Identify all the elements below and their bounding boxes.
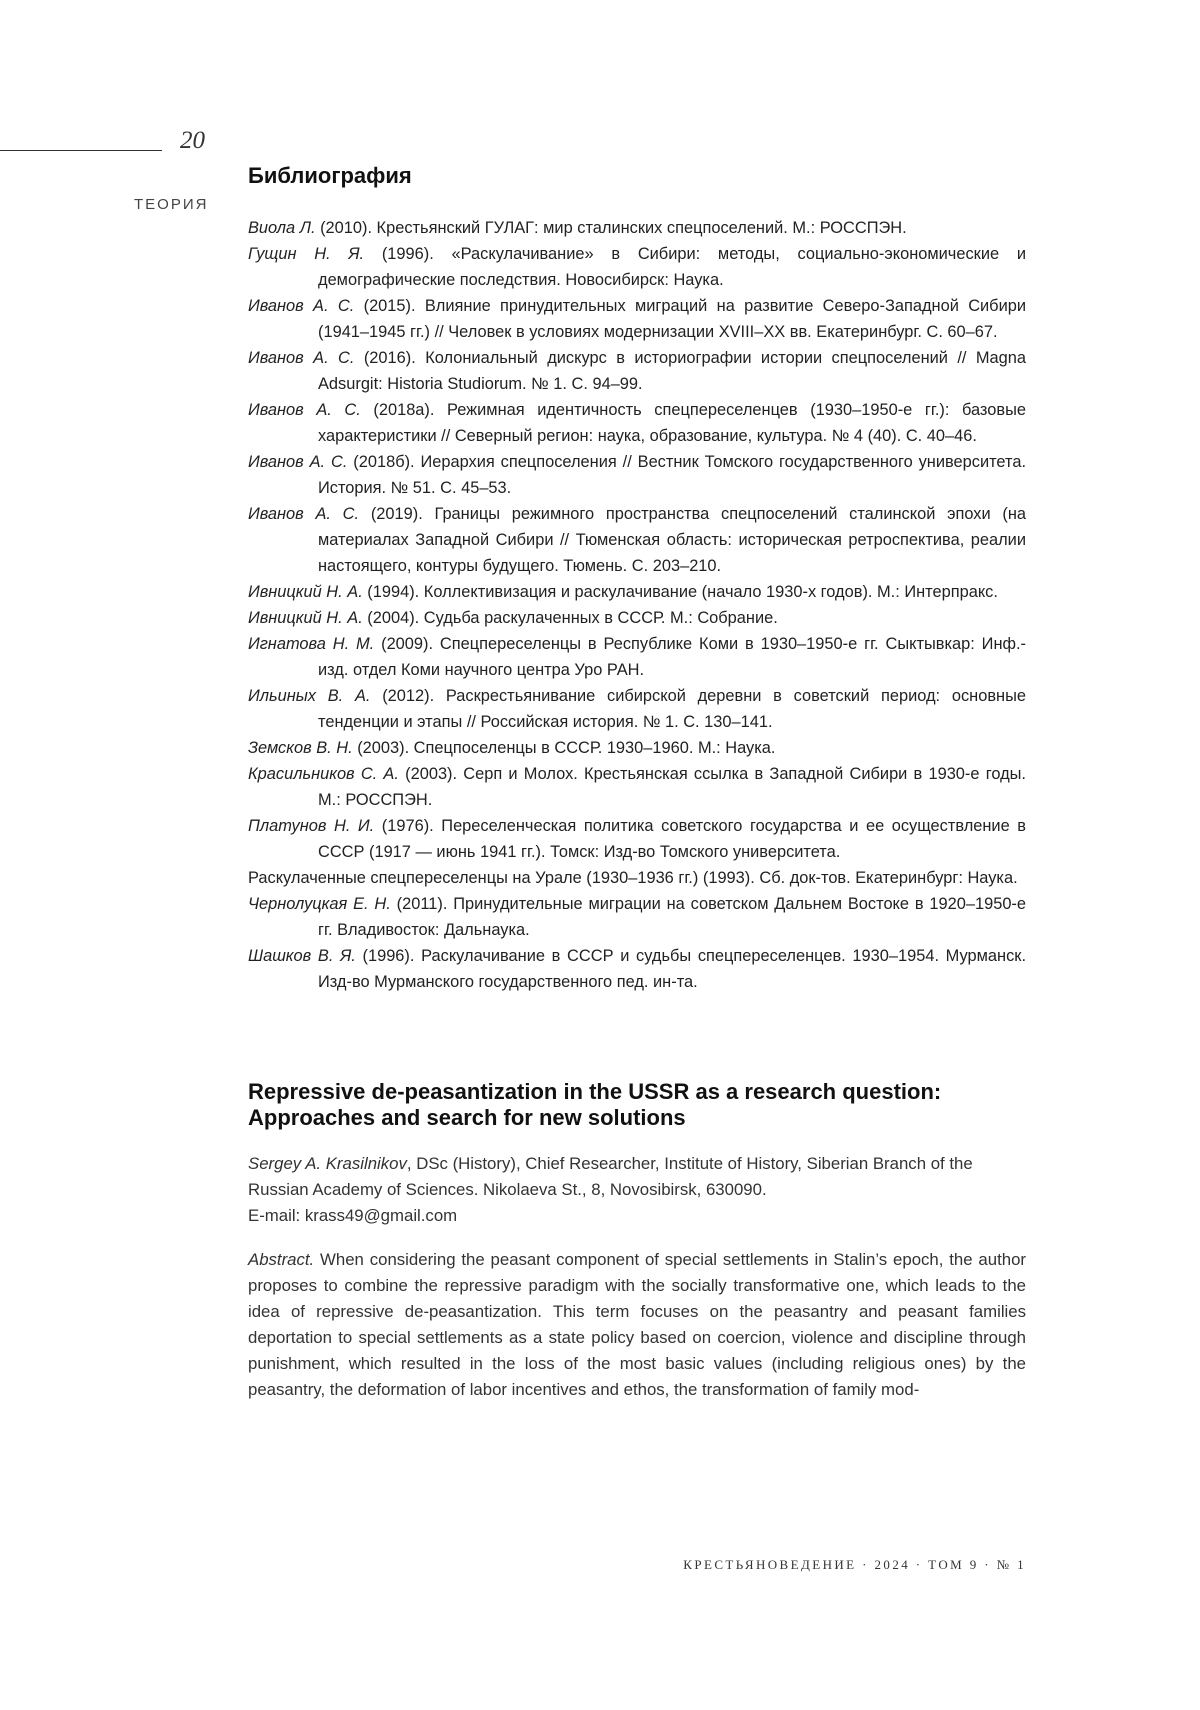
reference-author: Ивницкий Н. А. [248, 609, 363, 627]
reference-text: (2009). Спецпереселенцы в Республике Коми в 1930–1950-е гг. Сыктывкар: Инф.-изд. отдел Коми научного центра Уро РАН. [318, 635, 1026, 679]
reference-item [248, 813, 1026, 865]
author-email: E-mail: krass49@gmail.com [248, 1206, 457, 1225]
reference-text: (2015). Влияние принудительных миграций на развитие Северо-Западной Сибири (1941–1945 гг.) // Человек в условиях модернизации XVIII–XX вв. Екатеринбург. С. 60–67. [318, 297, 1026, 341]
reference-text: (2018а). Режимная идентичность спецпереселенцев (1930–1950-е гг.): базовые характеристики // Северный регион: наука, образование, культура. № 4 (40). С. 40–46. [318, 401, 1026, 445]
bibliography-title: Библиография [248, 163, 1026, 189]
reference-text: Раскулаченные спецпереселенцы на Урале (1930–1936 гг.) (1993). Сб. док-тов. Екатеринбург: Наука. [248, 869, 1018, 887]
reference-text: (2019). Границы режимного пространства спецпоселений сталинской эпохи (на материалах Западной Сибири // Тюменская область: историческая ретроспектива, реалии настоящего, контуры будущего. Тюмень. С. 203–210. [318, 505, 1026, 575]
reference-item [248, 631, 1026, 683]
reference-text: (2012). Раскрестьянивание сибирской деревни в советский период: основные тенденции и этапы // Российская история. № 1. С. 130–141. [318, 687, 1026, 731]
author-block [248, 1151, 1026, 1229]
reference-item [248, 345, 1026, 397]
reference-item [248, 891, 1026, 943]
reference-item [248, 865, 1026, 891]
reference-list [248, 215, 1026, 995]
reference-author: Чернолуцкая Е. Н. [248, 895, 391, 913]
reference-author: Виола Л. [248, 219, 316, 237]
reference-author: Иванов А. С. [248, 505, 359, 523]
english-title: Repressive de-peasantization in the USSR as a research question: Approaches and search for new solutions [248, 1079, 1026, 1131]
author-name: Sergey A. Krasilnikov [248, 1154, 407, 1173]
reference-text: (2011). Принудительные миграции на советском Дальнем Востоке в 1920–1950-е гг. Владивосток: Дальнаука. [318, 895, 1026, 939]
reference-author: Шашков В. Я. [248, 947, 356, 965]
author-details: , DSc (History), Chief Researcher, Institute of History, Siberian Branch of the Russian Academy of Sciences. Nikolaeva St., 8, Novosibirsk, 630090. [248, 1154, 973, 1199]
reference-item [248, 449, 1026, 501]
journal-footer: КРЕСТЬЯНОВЕДЕНИЕ · 2024 · ТОМ 9 · № 1 [620, 1557, 1026, 1573]
reference-item [248, 605, 1026, 631]
abstract [248, 1247, 1026, 1403]
reference-text: (1976). Переселенческая политика советского государства и ее осуществление в СССР (1917 — июнь 1941 гг.). Томск: Изд-во Томского университета. [318, 817, 1026, 861]
header-rule [0, 150, 162, 151]
reference-author: Ивницкий Н. А. [248, 583, 363, 601]
reference-text: (2004). Судьба раскулаченных в СССР. М.: Собрание. [363, 609, 778, 627]
reference-item [248, 683, 1026, 735]
reference-text: (2018б). Иерархия спецпоселения // Вестник Томского государственного университета. История. № 51. С. 45–53. [318, 453, 1026, 497]
main-content [248, 163, 1026, 1420]
reference-author: Ильиных В. А. [248, 687, 370, 705]
abstract-text: When considering the peasant component of special settlements in Stalin’s epoch, the author proposes to combine the repressive paradigm with the socially transformative one, which leads to the idea of repressive de-peasantization. This term focuses on the peasantry and peasant families deportation to special settlements as a state policy based on coercion, violence and discipline through punishment, which resulted in the loss of the most basic values (including religious ones) by the peasantry, the deformation of labor incentives and ethos, the transformation of family mod- [248, 1250, 1026, 1399]
reference-item [248, 241, 1026, 293]
reference-item [248, 943, 1026, 995]
reference-author: Иванов А. С. [248, 401, 361, 419]
reference-author: Гущин Н. Я. [248, 245, 364, 263]
reference-item [248, 735, 1026, 761]
reference-item [248, 293, 1026, 345]
reference-author: Земсков В. Н. [248, 739, 353, 757]
reference-item [248, 501, 1026, 579]
section-label: ТЕОРИЯ [134, 196, 208, 213]
abstract-label: Abstract. [248, 1250, 314, 1269]
reference-item [248, 397, 1026, 449]
reference-author: Иванов А. С. [248, 349, 354, 367]
page-number: 20 [180, 127, 205, 155]
reference-item [248, 215, 1026, 241]
reference-text: (2003). Спецпоселенцы в СССР. 1930–1960. М.: Наука. [353, 739, 776, 757]
reference-author: Игнатова Н. М. [248, 635, 374, 653]
reference-item [248, 579, 1026, 605]
reference-text: (1996). Раскулачивание в СССР и судьбы спецпереселенцев. 1930–1954. Мурманск. Изд-во Мурманского государственного пед. ин-та. [318, 947, 1026, 991]
reference-author: Иванов А. С. [248, 297, 354, 315]
reference-text: (2010). Крестьянский ГУЛАГ: мир сталинских спецпоселений. М.: РОССПЭН. [316, 219, 907, 237]
reference-author: Красильников С. А. [248, 765, 399, 783]
reference-text: (2003). Серп и Молох. Крестьянская ссылка в Западной Сибири в 1930-е годы. М.: РОССПЭН. [318, 765, 1026, 809]
reference-author: Иванов А. С. [248, 453, 347, 471]
reference-text: (1996). «Раскулачивание» в Сибири: методы, социально-экономические и демографические последствия. Новосибирск: Наука. [318, 245, 1026, 289]
reference-text: (2016). Колониальный дискурс в историографии истории спецпоселений // Magna Adsurgit: Historia Studiorum. № 1. С. 94–99. [318, 349, 1026, 393]
reference-author: Платунов Н. И. [248, 817, 374, 835]
reference-item [248, 761, 1026, 813]
reference-text: (1994). Коллективизация и раскулачивание (начало 1930-х годов). М.: Интерпракс. [363, 583, 998, 601]
